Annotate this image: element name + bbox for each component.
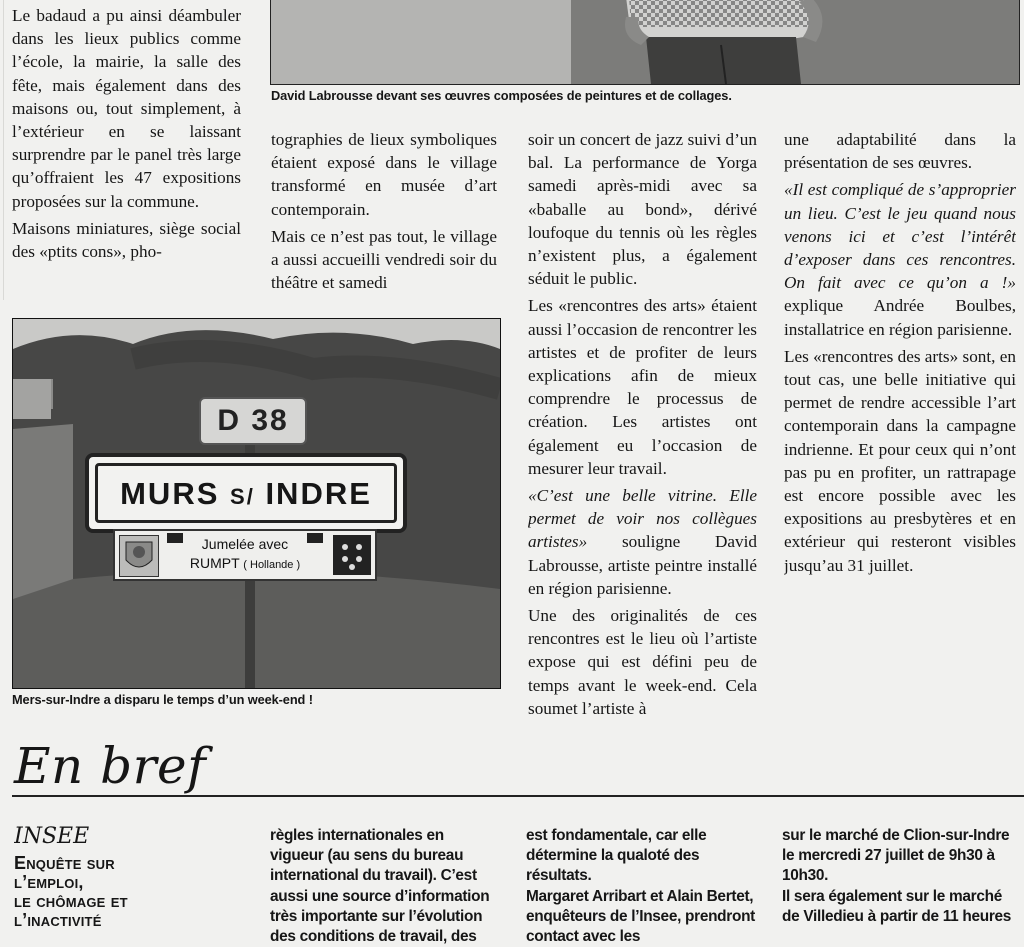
top-photo-caption: David Labrousse devant ses œuvres composées de peintures et de collages.	[271, 88, 732, 103]
brief-column-2	[270, 826, 498, 947]
col4-paragraph-2	[784, 178, 1016, 340]
brief-col4-text-2: Il sera également sur le marché de Villedieu à partir de 11 heures	[782, 887, 1012, 925]
en-bref-rule	[12, 795, 1024, 797]
twinning-line-1: Jumelée avec	[201, 536, 289, 552]
town-crest-icon	[119, 535, 159, 577]
col2-paragraph-1: tographies de lieux symboliques étaient exposé dans le village transformé en musée d’art contemporain.	[271, 130, 497, 219]
col1-paragraph-1: Le badaud a pu ainsi déambuler dans les lieux publics comme l’école, la mairie, la salle des fête, mais également dans des maisons ou, tout simplement, à l’extérieur en se laissant surprendre par le panel très large qu’offraient les 47 expositions proposées sur la commune.	[12, 6, 241, 211]
twin-town-country: ( Hollande )	[243, 559, 301, 571]
sign-photo-caption: Mers-sur-Indre a disparu le temps d’un week-end !	[12, 692, 313, 707]
brief-section-label: INSEE	[14, 824, 90, 849]
col4-quote-attribution: explique Andrée Boulbes, installatrice en région parisienne.	[784, 296, 1016, 339]
artist-photo	[270, 0, 1020, 85]
col3-paragraph-3	[528, 484, 757, 600]
brief-column-4	[782, 826, 1018, 947]
road-number-sign: D 38	[199, 397, 307, 445]
brief-column-3	[526, 826, 758, 947]
brief-col3-text-1: est fondamentale, car elle détermine la qualoté des résultats.	[526, 827, 707, 885]
col4-paragraph-1: une adaptabilité dans la présentation de ses œuvres.	[784, 130, 1016, 173]
en-bref-heading: En bref	[14, 737, 207, 795]
town-name-frame	[95, 463, 397, 523]
article-column-1	[12, 4, 241, 306]
col4-paragraph-3: Les «rencontres des arts» sont, en tout cas, une belle initiative qui permet de rendre accessible l’art contemporain dans la campagne indrienne. Et pour ceux qui n’ont pas pu en profiter, un rattrapage est encore possible avec les expositions au presbytères et en extérieur qui resteront visibles jusqu’au 31 juillet.	[784, 346, 1016, 575]
town-name-sign	[85, 453, 407, 533]
town-sign-photo	[12, 318, 501, 689]
town-name-part-2: INDRE	[265, 476, 372, 511]
col3-paragraph-4: Une des originalités de ces rencontres est le lieu où l’artiste expose qui est défini peu de temps avant le week-end. Cela soumet l’artiste à	[528, 606, 757, 718]
town-name-part-1: MURS	[120, 476, 220, 511]
fleur-de-lis-crest-icon	[333, 535, 371, 575]
article-column-4	[784, 128, 1016, 726]
twinning-text	[163, 535, 327, 575]
town-name-separator: S/	[230, 484, 255, 509]
article-column-2	[271, 128, 497, 304]
col3-quote-attribution: souligne David Labrousse, artiste peintre installé en région parisienne.	[528, 532, 757, 598]
twinning-line-2	[163, 554, 327, 575]
col4-quote: «Il est compliqué de s’approprier un lieu. C’est le jeu quand nous venons ici et c’est l’intérêt d’exposer dans ces rencontres. On fait avec ce qu’on a !»	[784, 180, 1016, 293]
col1-paragraph-2: Maisons miniatures, siège social des «ptits cons», pho-	[12, 218, 241, 262]
fold-line	[3, 0, 4, 300]
brief-column-1	[14, 824, 244, 947]
brief-col2-text: règles internationales en vigueur (au sens du bureau international du travail). C’est aussi une source d’information très importante sur l’évolution des conditions de travail, des	[270, 827, 490, 946]
artist-figure-graphic	[271, 0, 1019, 84]
brief-col3-text-2: Margaret Arribart et Alain Bertet, enquêteurs de l’Insee, prendront contact avec les	[526, 887, 756, 946]
eu-flag-icon-right	[307, 533, 323, 543]
col3-quote: «C’est une belle vitrine. Elle permet de voir nos collègues artistes»	[528, 486, 757, 552]
col2-paragraph-2: Mais ce n’est pas tout, le village a aussi accueilli vendredi soir du théâtre et samedi	[271, 226, 497, 293]
brief-col4-text-1: sur le marché de Clion-sur-Indre le mercredi 27 juillet de 9h30 à 10h30.	[782, 827, 1010, 885]
brief-headline-line-4: l’inactivité	[14, 910, 102, 930]
brief-headline-line-1: Enquête sur	[14, 853, 115, 873]
twin-town-name: RUMPT	[189, 555, 240, 571]
brief-headline-line-3: le chômage et	[14, 891, 128, 911]
twinning-sign	[113, 529, 377, 581]
brief-headline	[14, 854, 244, 930]
col3-paragraph-2: Les «rencontres des arts» étaient aussi l’occasion de rencontrer les artistes et de profiter de leurs explications afin de mieux comprendre le processus de création. Les artistes ont également eu l’occasion de mesurer leur travail.	[528, 296, 757, 478]
article-column-3	[528, 128, 757, 726]
col3-paragraph-1: soir un concert de jazz suivi d’un bal. La performance de Yorga samedi après-midi avec sa «baballe au bond», dérivé loufoque du tennis où les règles n’existent plus, a également séduit le public.	[528, 130, 757, 289]
brief-headline-line-2: l’emploi,	[14, 872, 84, 892]
eu-flag-icon	[167, 533, 183, 543]
